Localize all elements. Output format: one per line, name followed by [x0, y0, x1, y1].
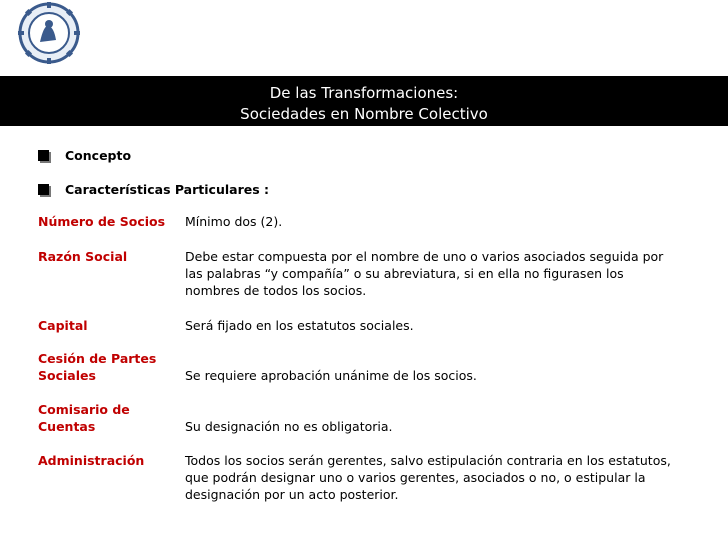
- bullet-concepto: [38, 148, 131, 163]
- row-label-razon-social: Razón Social: [38, 249, 128, 264]
- bullet-label: Concepto: [65, 148, 132, 163]
- row-label-numero-socios: Número de Socios: [38, 214, 166, 229]
- square-bullet-icon: [38, 150, 49, 161]
- title-line-2: Sociedades en Nombre Colectivo: [240, 105, 488, 123]
- row-label-comisario-cuentas: Comisario de Cuentas: [38, 402, 130, 434]
- row-value-comisario-cuentas: Su designación no es obligatoria.: [185, 419, 393, 434]
- row-value-capital: Será fijado en los estatutos sociales.: [185, 318, 414, 333]
- row-label-capital: Capital: [38, 318, 88, 333]
- row-label-cesion-partes: Cesión de Partes Sociales: [38, 351, 157, 383]
- bullet-caracteristicas: [38, 182, 269, 197]
- row-value-cesion-partes: Se requiere aprobación unánime de los socios.: [185, 368, 477, 383]
- row-value-administracion: Todos los socios serán gerentes, salvo estipulación contraria en los estatutos, que podrán designar uno o varios gerentes, asociados o no, o estipular la designación por un acto posterior.: [185, 453, 671, 502]
- row-value-numero-socios: Mínimo dos (2).: [185, 214, 283, 229]
- title-line-1: De las Transformaciones:: [269, 84, 459, 102]
- square-bullet-icon: [38, 184, 49, 195]
- bullet-label: Características Particulares :: [65, 182, 270, 197]
- row-value-razon-social: Debe estar compuesta por el nombre de uno o varios asociados seguida por las palabras “y compañía” o su abreviatura, si en ella no figurasen los nombres de todos los socios.: [185, 249, 664, 298]
- row-label-administracion: Administración: [38, 453, 145, 468]
- institution-seal-logo: [18, 2, 80, 64]
- title-bar: [0, 76, 728, 126]
